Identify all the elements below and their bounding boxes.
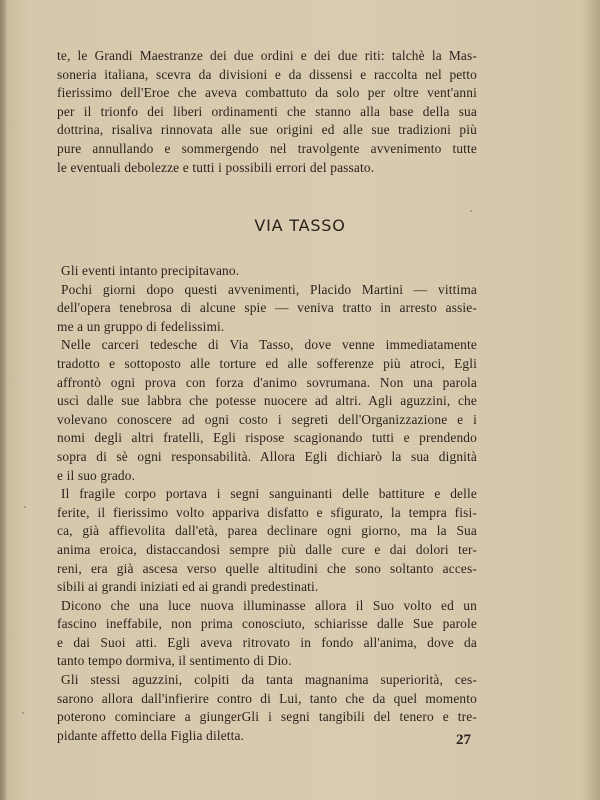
text-line: te, le Grandi Maestranze dei due ordini e dei due riti: talchè la Mas- <box>57 48 477 63</box>
text-line: Pochi giorni dopo questi avvenimenti, Placido Martini — vittima <box>61 281 477 297</box>
page-number: 27 <box>456 732 471 748</box>
text-line: nomi degli altri fratelli, Egli rispose scagionando tutti e prendendo <box>57 430 477 446</box>
text-line: per il trionfo dei liberi ordinamenti che stanno alla base della sua <box>57 103 477 119</box>
text-line: e il suo grado. <box>57 467 136 483</box>
text-line: tradotto e sottoposto alle torture ed alle sofferenze più atroci, Egli <box>57 355 477 371</box>
text-line: affrontò ogni prova con forza d'animo sovrumana. Non una parola <box>57 374 477 390</box>
text-line: Nelle carceri tedesche di Via Tasso, dove venne immediatamente <box>61 337 477 353</box>
text-line: fierissimo dell'Eroe che aveva combattuto da solo per oltre vent'anni <box>57 85 477 101</box>
paper-speck <box>24 506 26 508</box>
text-line: Dicono che una luce nuova illuminasse allora il Suo volto ed un <box>61 597 477 613</box>
text-line: e dai Suoi atti. Egli aveva ritrovato in fondo all'anima, dove da <box>57 634 477 650</box>
text-line: sibili ai grandi iniziati ed ai grandi predestinati. <box>57 579 319 595</box>
text-line: volevano conoscere ad ogni costo i segreti dell'Organizzazione e i <box>57 411 477 427</box>
text-line: Il fragile corpo portava i segni sanguinanti delle battiture e delle <box>61 486 477 502</box>
text-line: dell'opera tenebrosa di alcune spie — veniva tratto in arresto assie- <box>57 300 477 316</box>
section-body <box>57 262 477 745</box>
text-line: Gli eventi intanto precipitavano. <box>61 263 240 278</box>
text-line: le eventuali debolezze e tutti i possibili errori del passato. <box>57 159 375 175</box>
paper-speck <box>22 712 24 714</box>
page-binding-edge <box>0 0 6 800</box>
text-line: ca, già affievolita dall'età, parea declinare ogni giorno, ma la Sua <box>57 523 477 539</box>
text-line: dottrina, risaliva rinnovata alle sue origini ed alle sue tradizioni più <box>57 122 477 138</box>
text-line: ferite, il fierissimo volto appariva disfatto e sfigurato, la tempra fisi- <box>57 504 477 520</box>
text-line: me a un gruppo di fedelissimi. <box>57 318 225 334</box>
paper-speck <box>470 210 472 212</box>
text-line: pidante affetto della Figlia diletta. <box>57 727 245 743</box>
text-line: Gli stessi aguzzini, colpiti da tanta magnanima superiorità, ces- <box>61 672 477 688</box>
text-line: reni, era già ascesa verso quelle altitudini che sono soltanto acces- <box>57 560 477 576</box>
text-line: uscì dalle sue labbra che potesse nuocere ad altri. Agli aguzzini, che <box>57 393 477 409</box>
continued-paragraph <box>57 47 477 177</box>
text-line: tanto tempo dormiva, il sentimento di Dio. <box>57 653 292 669</box>
text-line: fascino ineffabile, non prima conosciuto, schiarisse dalle Sue parole <box>57 616 477 632</box>
section-heading: VIA TASSO <box>254 216 346 235</box>
text-line: sarono allora dall'infierire contro di Lui, tanto che da quel momento <box>57 690 477 706</box>
page-edge-shadow <box>582 0 600 800</box>
text-line: sopra di sè ogni responsabilità. Allora Egli dichiarò la sua dignità <box>57 448 477 464</box>
text-line: pure annullando e sommergendo nel travolgente avvenimento tutte <box>57 140 477 156</box>
text-line: soneria italiana, scevra da divisioni e da dissensi e raccolta nel petto <box>57 66 477 82</box>
text-line: anima eroica, distaccandosi sempre più dalle cure e dai dolori ter- <box>57 541 477 557</box>
text-line: poterono cominciare a giungerGli i segni tangibili del tenero e tre- <box>57 709 477 725</box>
